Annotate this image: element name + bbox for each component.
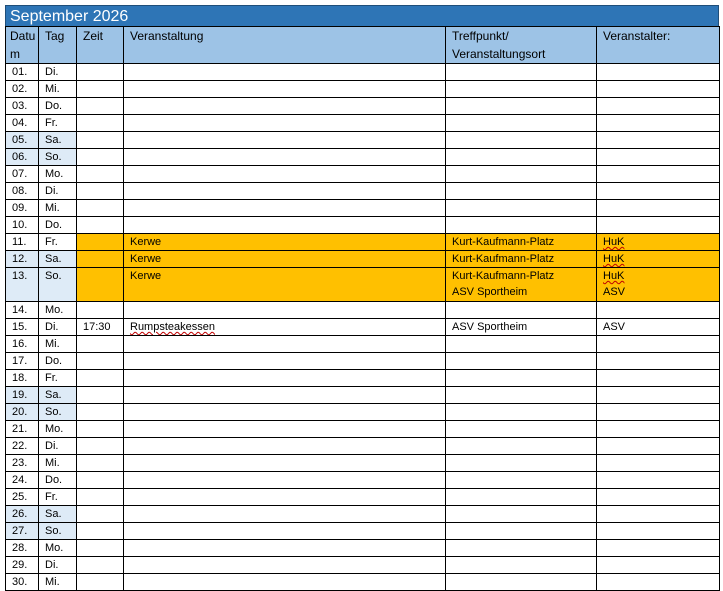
cell-veranstaltung[interactable] xyxy=(124,217,446,234)
table-row xyxy=(6,166,720,183)
table-row xyxy=(6,302,720,319)
cell-veranstalter[interactable] xyxy=(597,217,720,234)
cell-tag[interactable]: Mi. xyxy=(39,81,77,98)
table-row xyxy=(6,200,720,217)
cell-tag[interactable]: Fr. xyxy=(39,489,77,506)
organizer-line: HuK xyxy=(603,253,625,265)
cell-tag[interactable]: So. xyxy=(39,523,77,540)
cell-veranstalter[interactable] xyxy=(597,183,720,200)
cell-tag[interactable]: Mi. xyxy=(39,336,77,353)
cell-zeit[interactable] xyxy=(77,81,124,98)
organizer-line: ASV xyxy=(603,286,626,298)
cell-zeit[interactable] xyxy=(77,251,124,268)
cell-zeit[interactable] xyxy=(77,132,124,149)
cell-ort[interactable] xyxy=(446,149,597,166)
cell-zeit[interactable] xyxy=(77,183,124,200)
cell-datum[interactable]: 16. xyxy=(6,336,39,353)
cell-tag[interactable]: Fr. xyxy=(39,115,77,132)
cell-veranstaltung[interactable] xyxy=(124,387,446,404)
cell-ort[interactable] xyxy=(446,557,597,574)
cell-zeit[interactable] xyxy=(77,506,124,523)
cell-veranstaltung[interactable] xyxy=(124,557,446,574)
organizer-line: ASV xyxy=(603,321,626,333)
cell-veranstaltung[interactable] xyxy=(124,132,446,149)
cell-datum[interactable]: 22. xyxy=(6,438,39,455)
cell-zeit[interactable] xyxy=(77,64,124,81)
cell-tag[interactable]: Mo. xyxy=(39,421,77,438)
cell-veranstalter[interactable] xyxy=(597,438,720,455)
cell-zeit[interactable] xyxy=(77,540,124,557)
cell-veranstaltung[interactable] xyxy=(124,302,446,319)
cell-veranstaltung[interactable] xyxy=(124,421,446,438)
cell-veranstalter[interactable] xyxy=(597,370,720,387)
cell-datum[interactable]: 29. xyxy=(6,557,39,574)
cell-veranstaltung[interactable] xyxy=(124,200,446,217)
cell-veranstaltung[interactable] xyxy=(124,234,446,251)
cell-veranstaltung[interactable] xyxy=(124,506,446,523)
cell-datum[interactable]: 05. xyxy=(6,132,39,149)
cell-ort[interactable] xyxy=(446,540,597,557)
table-row xyxy=(6,370,720,387)
table-row xyxy=(6,336,720,353)
header-zeit[interactable]: Zeit xyxy=(77,27,124,64)
cell-tag[interactable]: Mo. xyxy=(39,302,77,319)
cell-ort[interactable] xyxy=(446,115,597,132)
table-row xyxy=(6,319,720,336)
cell-veranstalter[interactable] xyxy=(597,81,720,98)
cell-zeit[interactable] xyxy=(77,455,124,472)
cell-datum[interactable]: 02. xyxy=(6,81,39,98)
table-row xyxy=(6,506,720,523)
cell-datum[interactable]: 18. xyxy=(6,370,39,387)
table-row xyxy=(6,472,720,489)
table-row xyxy=(6,404,720,421)
cell-veranstalter[interactable] xyxy=(597,64,720,81)
table-row xyxy=(6,387,720,404)
cell-tag[interactable]: Mi. xyxy=(39,455,77,472)
cell-ort[interactable] xyxy=(446,370,597,387)
cell-ort[interactable] xyxy=(446,234,597,251)
cell-zeit[interactable] xyxy=(77,268,124,302)
cell-veranstaltung[interactable] xyxy=(124,115,446,132)
table-body xyxy=(6,64,720,591)
cell-veranstalter[interactable] xyxy=(597,302,720,319)
cell-datum[interactable]: 06. xyxy=(6,149,39,166)
cell-datum[interactable]: 12. xyxy=(6,251,39,268)
cell-datum[interactable]: 07. xyxy=(6,166,39,183)
cell-veranstaltung[interactable] xyxy=(124,574,446,591)
cell-veranstalter[interactable] xyxy=(597,489,720,506)
table-row xyxy=(6,149,720,166)
cell-zeit[interactable] xyxy=(77,200,124,217)
organizer-line: HuK xyxy=(603,270,625,282)
table-row xyxy=(6,183,720,200)
cell-zeit[interactable] xyxy=(77,472,124,489)
cell-zeit[interactable] xyxy=(77,370,124,387)
table-row xyxy=(6,81,720,98)
cell-veranstalter[interactable] xyxy=(597,574,720,591)
cell-veranstaltung[interactable] xyxy=(124,81,446,98)
cell-ort[interactable] xyxy=(446,574,597,591)
cell-tag[interactable]: Di. xyxy=(39,319,77,336)
table-row xyxy=(6,557,720,574)
cell-datum[interactable]: 10. xyxy=(6,217,39,234)
table-row xyxy=(6,115,720,132)
event-table xyxy=(5,26,720,591)
cell-veranstalter[interactable] xyxy=(597,166,720,183)
table-row xyxy=(6,523,720,540)
cell-tag[interactable]: Di. xyxy=(39,557,77,574)
event-name: Kerwe xyxy=(130,236,162,248)
cell-tag[interactable]: Sa. xyxy=(39,251,77,268)
cell-tag[interactable]: Mi. xyxy=(39,200,77,217)
cell-ort[interactable] xyxy=(446,132,597,149)
cell-ort[interactable] xyxy=(446,98,597,115)
cell-datum[interactable]: 11. xyxy=(6,234,39,251)
cell-zeit[interactable] xyxy=(77,234,124,251)
header-tag[interactable]: Tag xyxy=(39,27,77,64)
cell-ort[interactable] xyxy=(446,336,597,353)
cell-ort[interactable] xyxy=(446,353,597,370)
location-line: Kurt-Kaufmann-Platz xyxy=(452,236,555,248)
cell-veranstalter[interactable] xyxy=(597,455,720,472)
cell-veranstalter[interactable] xyxy=(597,234,720,251)
cell-tag[interactable]: Sa. xyxy=(39,132,77,149)
cell-veranstaltung[interactable] xyxy=(124,268,446,302)
cell-veranstaltung[interactable] xyxy=(124,336,446,353)
cell-tag[interactable]: Sa. xyxy=(39,387,77,404)
location-line: ASV Sportheim xyxy=(452,286,528,298)
cell-veranstaltung[interactable] xyxy=(124,472,446,489)
cell-veranstaltung[interactable] xyxy=(124,523,446,540)
cell-datum[interactable]: 21. xyxy=(6,421,39,438)
cell-veranstalter[interactable] xyxy=(597,132,720,149)
cell-zeit[interactable] xyxy=(77,149,124,166)
cell-zeit[interactable] xyxy=(77,489,124,506)
cell-veranstalter[interactable] xyxy=(597,421,720,438)
table-row xyxy=(6,268,720,302)
cell-datum[interactable]: 13. xyxy=(6,268,39,302)
cell-veranstalter[interactable] xyxy=(597,115,720,132)
table-row xyxy=(6,353,720,370)
cell-ort[interactable] xyxy=(446,217,597,234)
cell-ort[interactable] xyxy=(446,472,597,489)
cell-veranstalter[interactable] xyxy=(597,472,720,489)
cell-veranstaltung[interactable] xyxy=(124,166,446,183)
cell-ort[interactable] xyxy=(446,489,597,506)
cell-datum[interactable]: 28. xyxy=(6,540,39,557)
cell-datum[interactable]: 09. xyxy=(6,200,39,217)
cell-zeit[interactable] xyxy=(77,574,124,591)
cell-tag[interactable]: So. xyxy=(39,404,77,421)
cell-tag[interactable]: Di. xyxy=(39,183,77,200)
cell-veranstalter[interactable] xyxy=(597,557,720,574)
cell-ort[interactable] xyxy=(446,302,597,319)
header-veranstaltung[interactable]: Veranstaltung xyxy=(124,27,446,64)
table-row xyxy=(6,234,720,251)
cell-zeit[interactable] xyxy=(77,387,124,404)
cell-veranstalter[interactable] xyxy=(597,353,720,370)
cell-zeit[interactable] xyxy=(77,98,124,115)
cell-ort[interactable] xyxy=(446,268,597,302)
table-row xyxy=(6,251,720,268)
cell-datum[interactable]: 26. xyxy=(6,506,39,523)
cell-zeit[interactable] xyxy=(77,217,124,234)
cell-zeit[interactable] xyxy=(77,438,124,455)
table-row xyxy=(6,132,720,149)
cell-veranstaltung[interactable] xyxy=(124,455,446,472)
cell-veranstaltung[interactable] xyxy=(124,540,446,557)
cell-datum[interactable]: 03. xyxy=(6,98,39,115)
cell-ort[interactable] xyxy=(446,64,597,81)
cell-ort[interactable] xyxy=(446,455,597,472)
cell-zeit[interactable] xyxy=(77,336,124,353)
cell-ort[interactable] xyxy=(446,523,597,540)
cell-tag[interactable]: So. xyxy=(39,268,77,302)
cell-veranstalter[interactable] xyxy=(597,251,720,268)
cell-zeit[interactable] xyxy=(77,557,124,574)
cell-zeit[interactable] xyxy=(77,421,124,438)
cell-datum[interactable]: 20. xyxy=(6,404,39,421)
cell-zeit[interactable] xyxy=(77,302,124,319)
cell-tag[interactable]: Di. xyxy=(39,64,77,81)
event-name: Kerwe xyxy=(130,270,162,282)
cell-veranstalter[interactable] xyxy=(597,540,720,557)
cell-veranstaltung[interactable] xyxy=(124,353,446,370)
cell-ort[interactable] xyxy=(446,421,597,438)
cell-datum[interactable]: 17. xyxy=(6,353,39,370)
cell-datum[interactable]: 23. xyxy=(6,455,39,472)
header-ort[interactable]: Treffpunkt/ Veranstaltungsort xyxy=(446,27,597,64)
cell-datum[interactable]: 30. xyxy=(6,574,39,591)
cell-veranstaltung[interactable] xyxy=(124,183,446,200)
table-row xyxy=(6,574,720,591)
cell-veranstalter[interactable] xyxy=(597,387,720,404)
header-datum[interactable]: Datum xyxy=(6,27,39,64)
table-row xyxy=(6,64,720,81)
cell-veranstalter[interactable] xyxy=(597,149,720,166)
cell-ort[interactable] xyxy=(446,506,597,523)
cell-veranstalter[interactable] xyxy=(597,404,720,421)
cell-veranstalter[interactable] xyxy=(597,319,720,336)
cell-tag[interactable]: Mo. xyxy=(39,540,77,557)
cell-veranstalter[interactable] xyxy=(597,200,720,217)
cell-tag[interactable]: Mi. xyxy=(39,574,77,591)
cell-ort[interactable] xyxy=(446,387,597,404)
organizer-line: HuK xyxy=(603,236,625,248)
header-row xyxy=(6,27,720,64)
event-name: Rumpsteakessen xyxy=(130,321,215,333)
cell-datum[interactable]: 24. xyxy=(6,472,39,489)
header-veranstalter[interactable]: Veranstalter: xyxy=(597,27,720,64)
cell-veranstaltung[interactable] xyxy=(124,370,446,387)
cell-zeit[interactable] xyxy=(77,353,124,370)
cell-ort[interactable] xyxy=(446,200,597,217)
cell-veranstaltung[interactable] xyxy=(124,489,446,506)
table-row xyxy=(6,455,720,472)
cell-tag[interactable]: Di. xyxy=(39,438,77,455)
cell-datum[interactable]: 19. xyxy=(6,387,39,404)
cell-veranstalter[interactable] xyxy=(597,336,720,353)
cell-ort[interactable] xyxy=(446,183,597,200)
cell-tag[interactable]: Mo. xyxy=(39,166,77,183)
location-line: Kurt-Kaufmann-Platz xyxy=(452,253,555,265)
calendar-sheet xyxy=(5,5,719,591)
cell-tag[interactable]: Fr. xyxy=(39,370,77,387)
month-title: September 2026 xyxy=(5,5,719,26)
cell-veranstaltung[interactable] xyxy=(124,64,446,81)
cell-datum[interactable]: 08. xyxy=(6,183,39,200)
cell-datum[interactable]: 15. xyxy=(6,319,39,336)
table-row xyxy=(6,421,720,438)
table-row xyxy=(6,438,720,455)
table-row xyxy=(6,217,720,234)
cell-tag[interactable]: Do. xyxy=(39,353,77,370)
cell-tag[interactable]: So. xyxy=(39,149,77,166)
cell-ort[interactable] xyxy=(446,438,597,455)
cell-veranstaltung[interactable] xyxy=(124,404,446,421)
location-line: Kurt-Kaufmann-Platz xyxy=(452,270,555,282)
cell-veranstaltung[interactable] xyxy=(124,251,446,268)
table-row xyxy=(6,98,720,115)
table-row xyxy=(6,489,720,506)
event-name: Kerwe xyxy=(130,253,162,265)
cell-datum[interactable]: 04. xyxy=(6,115,39,132)
cell-zeit[interactable]: 17:30 xyxy=(77,319,124,336)
cell-ort[interactable] xyxy=(446,404,597,421)
cell-veranstalter[interactable] xyxy=(597,98,720,115)
location-line: ASV Sportheim xyxy=(452,321,528,333)
cell-veranstaltung[interactable] xyxy=(124,319,446,336)
cell-tag[interactable]: Do. xyxy=(39,217,77,234)
cell-tag[interactable]: Do. xyxy=(39,98,77,115)
cell-datum[interactable]: 25. xyxy=(6,489,39,506)
cell-ort[interactable] xyxy=(446,251,597,268)
cell-veranstaltung[interactable] xyxy=(124,149,446,166)
cell-veranstaltung[interactable] xyxy=(124,98,446,115)
table-row xyxy=(6,540,720,557)
cell-veranstalter[interactable] xyxy=(597,506,720,523)
cell-zeit[interactable] xyxy=(77,404,124,421)
cell-datum[interactable]: 14. xyxy=(6,302,39,319)
cell-ort[interactable] xyxy=(446,319,597,336)
cell-datum[interactable]: 27. xyxy=(6,523,39,540)
cell-ort[interactable] xyxy=(446,166,597,183)
cell-veranstalter[interactable] xyxy=(597,268,720,302)
cell-veranstaltung[interactable] xyxy=(124,438,446,455)
cell-ort[interactable] xyxy=(446,81,597,98)
cell-zeit[interactable] xyxy=(77,115,124,132)
cell-veranstalter[interactable] xyxy=(597,523,720,540)
cell-tag[interactable]: Do. xyxy=(39,472,77,489)
cell-zeit[interactable] xyxy=(77,166,124,183)
cell-datum[interactable]: 01. xyxy=(6,64,39,81)
cell-zeit[interactable] xyxy=(77,523,124,540)
cell-tag[interactable]: Sa. xyxy=(39,506,77,523)
cell-tag[interactable]: Fr. xyxy=(39,234,77,251)
